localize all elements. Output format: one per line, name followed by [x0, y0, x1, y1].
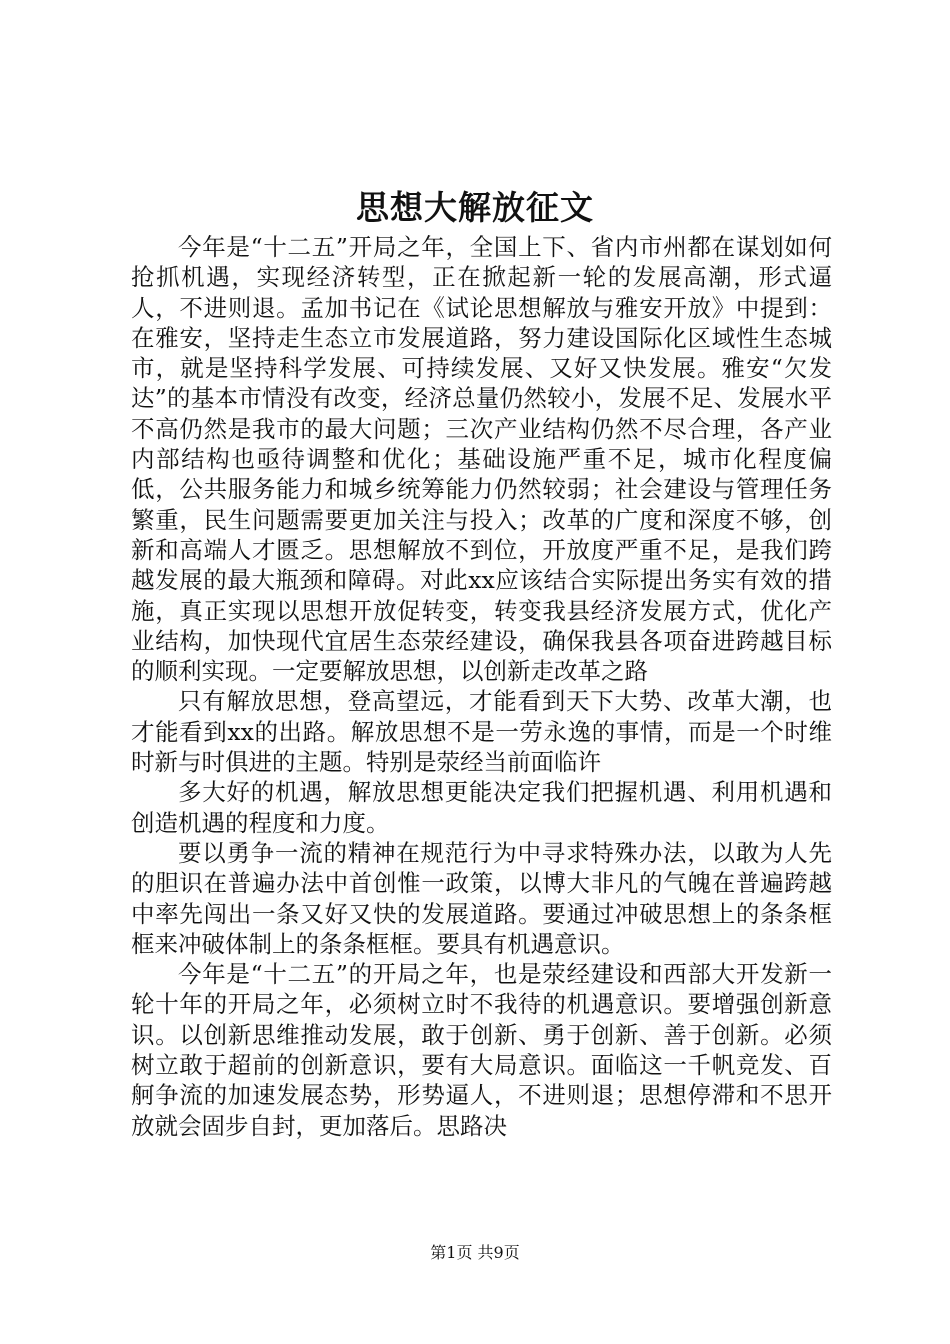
paragraph: 只有解放思想，登高望远，才能看到天下大势、改革大潮，也才能看到xx的出路。解放思想不是一劳永逸的事情，而是一个时维时新与时俱进的主题。特别是荥经当前面临许: [131, 687, 832, 777]
paragraph: 多大好的机遇，解放思想更能决定我们把握机遇、利用机遇和创造机遇的程度和力度。: [131, 778, 832, 837]
document-body: [131, 232, 832, 1141]
paragraph: 要以勇争一流的精神在规范行为中寻求特殊办法，以敢为人先的胆识在普遍办法中首创惟一政策，以博大非凡的气魄在普遍跨越中率先闯出一条又好又快的发展道路。要通过冲破思想上的条条框框来冲破体制上的条条框框。要具有机遇意识。: [131, 838, 832, 958]
paragraph: 今年是“十二五”的开局之年，也是荥经建设和西部大开发新一轮十年的开局之年，必须树立时不我待的机遇意识。要增强创新意识。以创新思维推动发展，敢于创新、勇于创新、善于创新。必须树立敢于超前的创新意识，要有大局意识。面临这一千帆竞发、百舸争流的加速发展态势，形势逼人，不进则退；思想停滞和不思开放就会固步自封，更加落后。思路决: [131, 960, 832, 1140]
document-title: 思想大解放征文: [356, 188, 594, 227]
paragraph: 今年是“十二五”开局之年，全国上下、省内市州都在谋划如何抢抓机遇，实现经济转型，正在掀起新一轮的发展高潮，形式逼人，不进则退。孟加书记在《试论思想解放与雅安开放》中提到：在雅安，坚持走生态立市发展道路，努力建设国际化区域性生态城市，就是坚持科学发展、可持续发展、又好又快发展。雅安“欠发达”的基本市情没有改变，经济总量仍然较小，发展不足、发展水平不高仍然是我市的最大问题；三次产业结构仍然不尽合理，各产业内部结构也亟待调整和优化；基础设施严重不足，城市化程度偏低，公共服务能力和城乡统筹能力仍然较弱；社会建设与管理任务繁重，民生问题需要更加关注与投入；改革的广度和深度不够，创新和高端人才匮乏。思想解放不到位，开放度严重不足，是我们跨越发展的最大瓶颈和障碍。对此xx应该结合实际提出务实有效的措施，真正实现以思想开放促转变，转变我县经济发展方式，优化产业结构，加快现代宜居生态荥经建设，确保我县各项奋进跨越目标的顺利实现。一定要解放思想，以创新走改革之路: [131, 233, 832, 686]
page-number-footer: 第1页 共9页: [430, 1243, 520, 1262]
